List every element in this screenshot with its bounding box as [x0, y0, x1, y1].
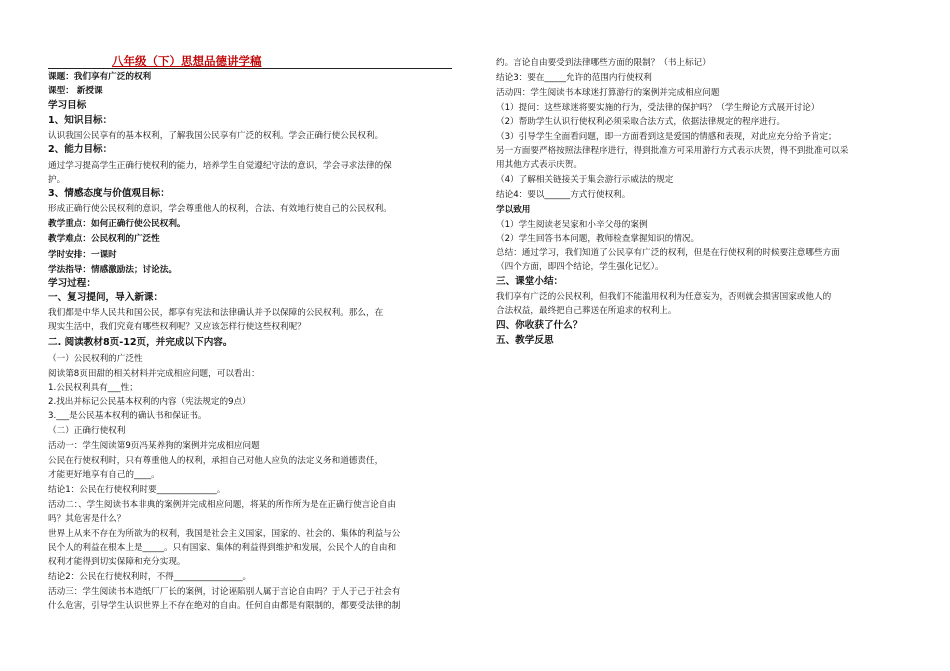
conclusion-2: 结论2：公民在行使权利时，不得________________。: [48, 572, 252, 582]
activity-2-text-cont: 民个人的利益在根本上是_____。只有国家、集体的利益得到维护和发展，公民个人的自由和: [48, 543, 397, 553]
activity-4-item-2: （2）帮助学生认识行使权利必须采取合法方式，依据法律规定的程序进行。: [496, 117, 786, 127]
activity-1: 活动一：学生阅读第9页冯某养狗的案例并完成相应问题: [48, 441, 260, 451]
class-summary-text-cont: 合法权益，最终把自己葬送在所追求的权利上。: [496, 306, 677, 316]
class-hours: 学时安排：一课时: [48, 250, 117, 260]
subheading-ability-goal: 2、能力目标：: [48, 144, 113, 155]
subheading-exercise-rights: （二）正确行使权利: [48, 426, 126, 436]
activity-4-item-1: （1）提问：这些球迷将要实施的行为，受法律的保护吗？（学生辩论方式展开讨论）: [496, 103, 820, 113]
ability-goal-text: 通过学习提高学生正确行使权利的能力，培养学生自觉遵纪守法的意识，学会寻求法律的保: [48, 161, 392, 171]
section-heading-gains: 四、你收获了什么？: [496, 320, 583, 331]
question-3: 3.___是公民基本权利的确认书和保证书。: [48, 411, 207, 421]
conclusion-3: 结论3：要在_____允许的范围内行使权利: [496, 73, 652, 83]
attitude-goal-text: 形成正确行使公民权利的意识，学会尊重他人的权利，合法、有效地行使自己的公民权利。: [48, 204, 392, 214]
activity-2: 活动二：、学生阅读书本非典的案例并完成相应问题，将某的所作所为是在正确行使言论自由: [48, 500, 397, 510]
subheading-breadth-of-rights: （一）公民权利的广泛性: [48, 354, 143, 364]
review-text: 我们都是中华人民共和国公民，都享有宪法和法律确认并予以保障的公民权利。那么，在: [48, 308, 384, 318]
apply-item-2: （2）学生回答书本问题，教师检查掌握知识的情况。: [496, 234, 700, 244]
activity-3-end: 约。言论自由要受到法律哪些方面的限制？（书上标记）: [496, 58, 711, 68]
activity-3-cont: 什么危害，引导学生认识世界上不存在绝对的自由。任何自由都是有限制的，都要受法律的制: [48, 601, 401, 611]
summary-text: 总结：通过学习，我们知道了公民享有广泛的权利，但是在行使权利的时候要注意哪些方面: [496, 248, 840, 258]
review-text-cont: 现实生活中，我们究竟有哪些权利呢？又应该怎样行使这些权利呢？: [48, 322, 306, 332]
summary-text-cont: （四个方面，即四个结论，学生强化记忆）。: [496, 262, 664, 272]
apply-item-1: （1）学生阅读老吴家和小辛父母的案例: [496, 220, 648, 230]
section-heading-class-summary: 三、课堂小结：: [496, 276, 564, 287]
section-heading-apply: 学以致用: [496, 205, 531, 215]
section-heading-reading: 二. 阅读教材8页-12页，并完成以下内容。: [48, 337, 233, 348]
activity-4: 活动四：学生阅读书本球迷打算游行的案例并完成相应问题: [496, 88, 720, 98]
activity-2-text: 世界上从来不存在为所欲为的权利，我国是社会主义国家，国家的、社会的、集体的利益与公: [48, 529, 401, 539]
reading-instruction: 阅读第8页田甜的相关材料并完成相应问题，可以看出：: [48, 369, 260, 379]
section-heading-review: 一、复习提问，导入新课：: [48, 292, 164, 303]
activity-2-text-end: 权利才能得到切实保障和充分实现。: [48, 557, 186, 567]
activity-4-item-3-cont: 另一方面要严格按照法律程序进行，得到批准方可采用游行方式表示庆贺，得不到批准可以采: [496, 146, 849, 156]
class-summary-text: 我们享有广泛的公民权利，但我们不能滥用权利为任意妄为，否则就会损害国家或他人的: [496, 292, 832, 302]
lesson-type: 课型： 新授课: [48, 86, 103, 96]
activity-1-text: 公民在行使权利时，只有尊重他人的权利，承担自己对他人应负的法定义务和道德责任，: [48, 456, 384, 466]
question-2: 2.找出并标记公民基本权利的内容（宪法规定的9点）: [48, 397, 251, 407]
activity-4-item-4: （4）了解相关链接关于集会游行示威法的规定: [496, 175, 674, 185]
subheading-attitude-goal: 3、情感态度与价值观目标：: [48, 188, 170, 199]
teaching-difficulty: 教学难点：公民权利的广泛性: [48, 234, 160, 244]
knowledge-goal-text: 认识我国公民享有的基本权利，了解我国公民享有广泛的权利。学会正确行使公民权利。: [48, 131, 384, 141]
activity-2-cont: 吗？其危害是什么？: [48, 514, 126, 524]
question-1: 1.公民权利具有___性；: [48, 383, 138, 393]
section-heading-process: 学习过程：: [48, 278, 96, 289]
subheading-knowledge-goal: 1、知识目标：: [48, 115, 113, 126]
title-divider: [48, 68, 452, 69]
ability-goal-text-cont: 护。: [48, 175, 66, 185]
conclusion-4: 结论4：要以______方式行使权利。: [496, 190, 631, 200]
study-method: 学法指导：情感激励法；讨论法。: [48, 265, 177, 275]
activity-4-item-3-end: 用其他方式表示庆贺。: [496, 160, 582, 170]
activity-1-text-cont: 才能更好地享有自己的____。: [48, 470, 160, 480]
conclusion-1: 结论1：公民在行使权利时要______________。: [48, 485, 226, 495]
teaching-focus: 教学重点：如何正确行使公民权利。: [48, 219, 186, 229]
document-title: 八年级（下）思想品德讲学稿: [112, 54, 262, 68]
lesson-topic: 课题：我们享有广泛的权利: [48, 72, 152, 82]
activity-4-item-3: （3）引导学生全面看问题，即一方面看到这是爱国的情感和表现，对此应充分给予肯定；: [496, 132, 837, 142]
section-heading-objectives: 学习目标: [48, 100, 87, 111]
section-heading-reflection: 五、教学反思: [496, 335, 554, 346]
activity-3: 活动三：学生阅读书本造纸厂厂长的案例，讨论诬陷别人属于言论自由吗？于人于己于社会有: [48, 587, 401, 597]
